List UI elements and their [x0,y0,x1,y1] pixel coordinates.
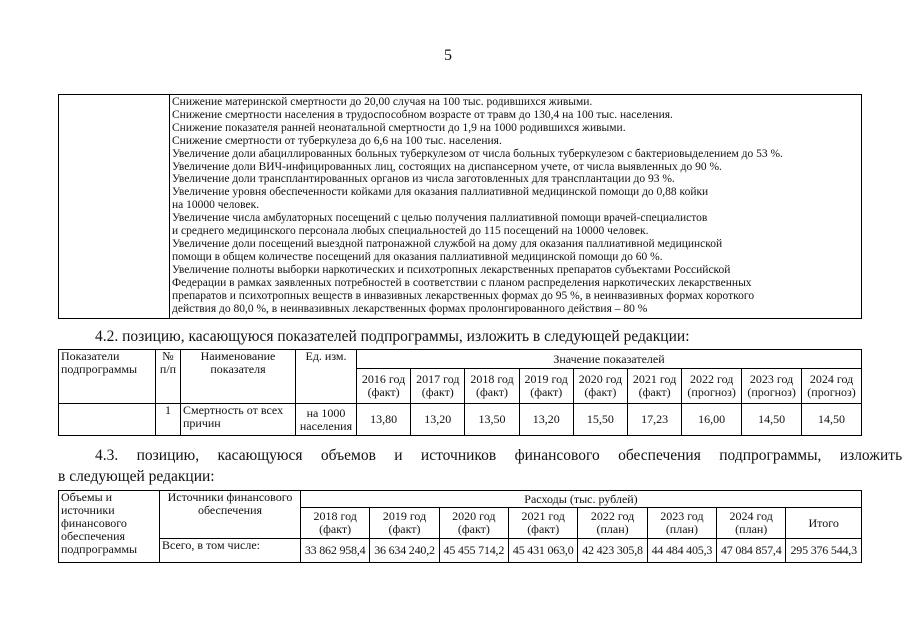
cell-amount: 295 376 544,3 [786,539,862,563]
cell-num: 1 [156,404,181,436]
target-line: на 10000 человек. [172,199,260,212]
page-number: 5 [444,47,452,64]
target-line: Увеличение доли ВИЧ-инфицированных лиц, состоящих на диспансерном учете, от числа выявленных до 90 %. [172,160,722,173]
cell-value: 14,50 [742,404,802,436]
table-header-row [59,491,862,508]
cell-value: 13,20 [519,404,573,436]
cell-empty [59,404,156,436]
table-header-row [59,350,862,369]
header-num: № п/п [156,350,181,404]
target-line: Увеличение доли трансплантированных органов из числа заготовленных для трансплантации до 93 %. [172,173,675,186]
financing-table [58,490,862,563]
cell-amount: 33 862 958,4 [301,539,370,563]
cell-value: 13,80 [357,404,411,436]
year-header: 2023 год (план) [647,508,716,539]
cell-value: 14,50 [802,404,862,436]
header-expenses: Расходы (тыс. рублей) [301,491,862,508]
cell-value: 13,20 [411,404,465,436]
year-header: 2017 год (факт) [411,369,465,404]
year-header: 2019 год (факт) [519,369,573,404]
target-line: Увеличение полноты выборки наркотических и психотропных лекарственных препаратов субъектами Российской [172,263,731,276]
header-indicators: Показатели подпрограммы [59,350,156,404]
year-header: 2020 год (факт) [573,369,627,404]
year-header: 2021 год (факт) [509,508,578,539]
target-line: Увеличение доли абациллированных больных туберкулезом от числа больных туберкулезом с бактериовыделением до 53 %. [172,147,783,160]
header-name: Наименование показателя [181,350,296,404]
target-line: помощи в общем количестве посещений для оказания паллиативной медицинской помощи до 60 %. [172,250,663,263]
cell-name: Смертность от всех причин [181,404,296,436]
targets-table [58,94,862,319]
header-unit: Ед. изм. [296,350,357,404]
year-header: 2024 год (план) [717,508,786,539]
target-line: и среднего медицинского персонала любых специальностей до 115 посещений на 10000 человек. [172,225,649,238]
target-line: Федерации в рамках заявленных потребностей в соответствии с планом распределения наркотических лекарственных [172,276,752,289]
year-header: 2018 год (факт) [301,508,370,539]
cell-total-label: Всего, в том числе: [160,539,301,563]
target-line: Увеличение доли посещений выездной патронажной службой на дому для оказания паллиативной медицинской [172,237,723,250]
year-header: 2016 год (факт) [357,369,411,404]
cell-value: 13,50 [465,404,519,436]
cell-amount: 45 431 063,0 [509,539,578,563]
paragraph-4-2: 4.2. позицию, касающуюся показателей подпрограммы, изложить в следующей редакции: [95,328,690,345]
indicators-table [58,349,862,436]
target-line: Снижение материнской смертности до 20,00 случая на 100 тыс. родившихся живыми. [172,96,593,108]
cell-value: 16,00 [682,404,742,436]
cell-amount: 42 423 305,8 [578,539,647,563]
table-row [59,539,862,563]
paragraph-4-3: 4.3. позицию, касающуюся объемов и источников финансового обеспечения подпрограммы, изложить [95,447,903,464]
cell-amount: 47 084 857,4 [717,539,786,563]
cell-value: 17,23 [628,404,682,436]
targets-text-cell [170,95,862,319]
year-header: 2018 год (факт) [465,369,519,404]
target-line: действия до 80,0 %, в неинвазивных лекарственных формах пролонгированного действия – 80 % [172,302,648,315]
target-line: Снижение смертности от туберкулеза до 6,6 на 100 тыс. населения. [172,134,502,147]
table-row [59,95,862,319]
header-volumes: Объемы и источники финансового обеспечения подпрограммы [59,491,160,563]
cell-amount: 45 455 714,2 [439,539,508,563]
targets-label-cell [59,95,170,319]
year-header: 2024 год (прогноз) [802,369,862,404]
target-line: препаратов и психотропных веществ в инвазивных лекарственных формах до 95 %, в неинвазивных формах короткого [172,289,755,302]
year-header: 2023 год (прогноз) [742,369,802,404]
year-header: 2019 год (факт) [370,508,439,539]
target-line: Увеличение уровня обеспеченности койками для оказания паллиативной медицинской помощи до 0,88 койки [172,186,709,199]
year-header: 2022 год (прогноз) [682,369,742,404]
year-header: 2020 год (факт) [439,508,508,539]
year-header: 2021 год (факт) [628,369,682,404]
cell-amount: 44 484 405,3 [647,539,716,563]
header-values: Значение показателей [357,350,862,369]
target-line: Снижение показателя ранней неонатальной смертности до 1,9 на 1000 родившихся живыми. [172,121,626,134]
cell-value: 15,50 [573,404,627,436]
target-line: Увеличение числа амбулаторных посещений с целью получения паллиативной помощи врачей-специалистов [172,212,708,225]
target-line: Снижение смертности населения в трудоспособном возрасте от травм до 130,4 на 100 тыс. населения. [172,108,673,121]
year-header: 2022 год (план) [578,508,647,539]
header-sources: Источники финансового обеспечения [160,491,301,539]
header-total: Итого [786,508,862,539]
cell-unit: на 1000 населения [296,404,357,436]
paragraph-4-3-continued: в следующей редакции: [58,468,215,485]
cell-amount: 36 634 240,2 [370,539,439,563]
table-row [59,404,862,436]
